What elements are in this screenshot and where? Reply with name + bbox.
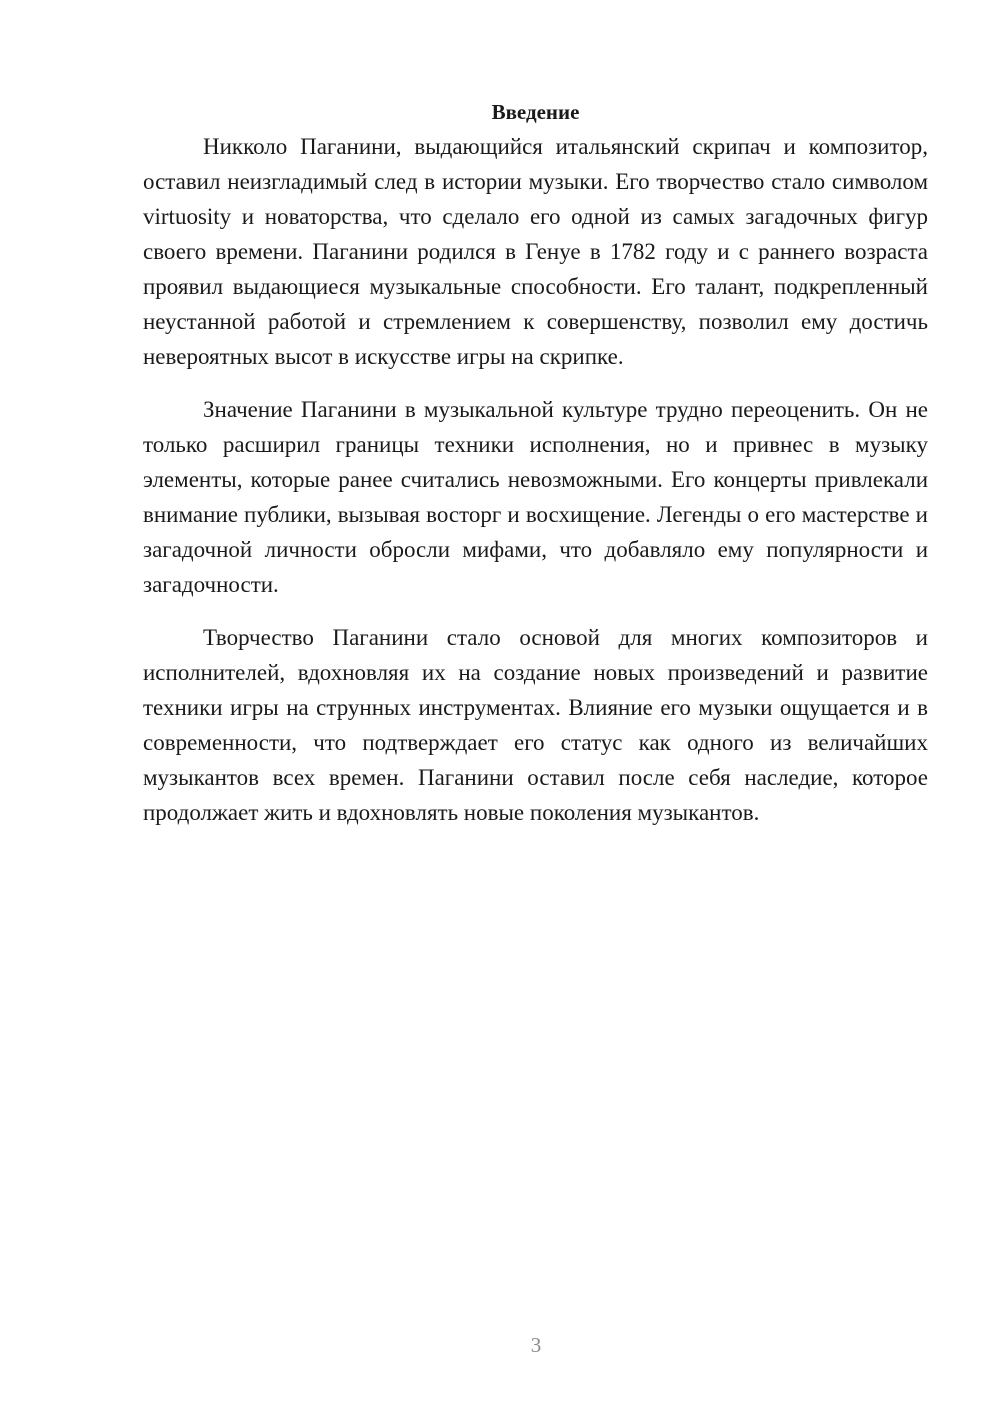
page-content <box>143 96 928 830</box>
paragraph-1: Никколо Паганини, выдающийся итальянский скрипач и композитор, оставил неизгладимый след в истории музыки. Его творчество стало символом virtuosity и новаторства, что сделало его одной из самых загадочных фигур своего времени. Паганини родился в Генуе в 1782 году и с раннего возраста проявил выдающиеся музыкальные способности. Его талант, подкрепленный неустанной работой и стремлением к совершенству, позволил ему достичь невероятных высот в искусстве игры на скрипке. <box>143 134 928 369</box>
paragraph-3: Творчество Паганини стало основой для многих композиторов и исполнителей, вдохновляя их на создание новых произведений и развитие техники игры на струнных инструментах. Влияние его музыки ощущается и в современности, что подтверждает его статус как одного из величайших музыкантов всех времен. Паганини оставил после себя наследие, которое продолжает жить и вдохновлять новые поколения музыкантов. <box>143 625 928 825</box>
page-number: 3 <box>530 1333 542 1357</box>
paragraph-2: Значение Паганини в музыкальной культуре трудно переоценить. Он не только расширил границы техники исполнения, но и привнес в музыку элементы, которые ранее считались невозможными. Его концерты привлекали внимание публики, вызывая восторг и восхищение. Легенды о его мастерстве и загадочной личности обросли мифами, что добавляло ему популярности и загадочности. <box>143 397 928 597</box>
section-title: Введение <box>491 100 580 124</box>
